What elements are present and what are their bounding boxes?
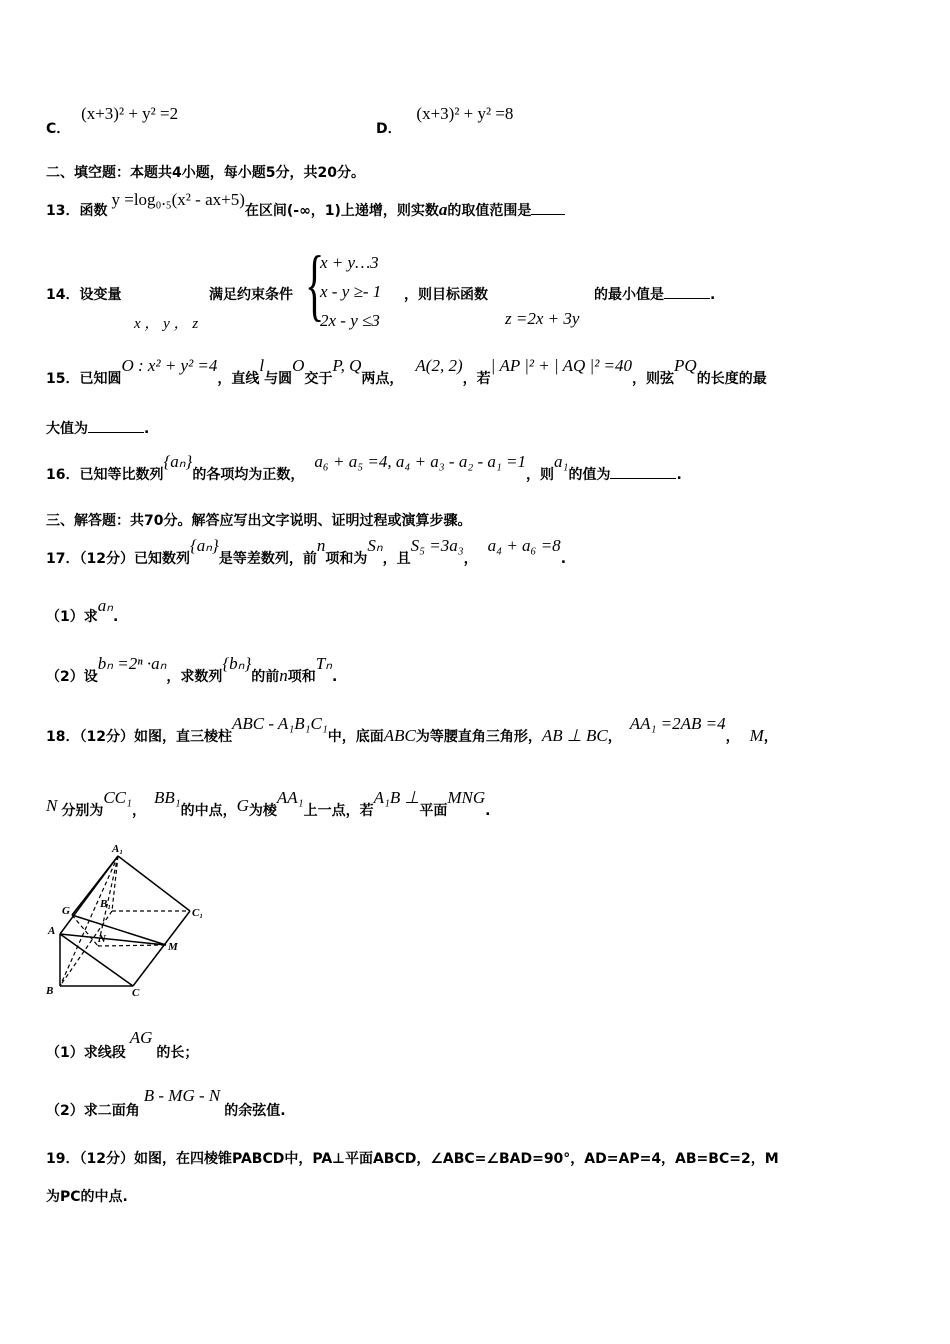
- label-c: C: [132, 987, 140, 999]
- q14-end: .: [710, 287, 716, 303]
- q15-condition: | AP |² + | AQ |² =40: [490, 356, 633, 375]
- q17-part-2-label: （2）设: [46, 669, 98, 685]
- q18-text-12: .: [485, 803, 491, 819]
- q17-part-1: [46, 596, 119, 625]
- q17-end: .: [560, 551, 567, 567]
- edge-a1-b1: [112, 856, 118, 911]
- q14-text-3: 的最小值是: [594, 287, 664, 303]
- q18-cc1: CC₁: [103, 788, 132, 807]
- q15-answer-blank[interactable]: [88, 418, 144, 433]
- q15-end: .: [144, 421, 150, 437]
- q18-text-7: ，: [131, 803, 146, 819]
- label-m: M: [168, 941, 178, 953]
- q13-text: 在区间(-∞，1)上递增，则实数: [244, 203, 439, 219]
- q13-answer-blank[interactable]: [531, 200, 565, 215]
- q18-part-2-end: 的余弦值.: [224, 1103, 286, 1119]
- q14-text: 满足约束条件: [209, 287, 293, 303]
- option-d-expr: (x+3)² + y² =8: [416, 104, 514, 123]
- q16-answer-blank[interactable]: [610, 464, 676, 479]
- label-n: N: [98, 933, 106, 945]
- q16-text-3: 的值为: [568, 467, 611, 483]
- q13-text-2: 的取值范围是: [447, 203, 532, 219]
- q13-variable: a: [438, 200, 448, 219]
- question-16: [46, 452, 682, 483]
- label-a: A: [48, 925, 56, 937]
- edge-a1-c1: [118, 856, 190, 911]
- q18-text-2: 为等腰直角三角形，: [415, 729, 542, 745]
- q18-prism-figure: [40, 838, 220, 1000]
- q15-text-1: ，直线: [217, 371, 260, 387]
- q18-aa1: AA₁: [276, 788, 304, 807]
- question-14: [46, 284, 121, 304]
- label-a1: A₁: [112, 843, 124, 855]
- q18-part-1-end: 的长；: [156, 1045, 199, 1061]
- q15-text-3: 交于: [304, 371, 333, 387]
- q14-system: [320, 248, 381, 335]
- q18-mng: MNG: [447, 788, 486, 807]
- q16-number: 16．已知等比数列: [46, 467, 164, 483]
- edge-b1-b: [60, 911, 112, 986]
- q16-text-1: 的各项均为正数，: [192, 467, 305, 483]
- q15-point-a: A(2, 2): [415, 356, 463, 375]
- q17-text-3: ，且: [382, 551, 411, 567]
- q18-length-eq: AA₁ =2AB =4: [629, 714, 726, 733]
- q18-part-1: [46, 1028, 199, 1061]
- q14-tail: [594, 284, 715, 304]
- q18-base: ABC: [383, 726, 416, 745]
- q14-text-2: ，则目标函数: [404, 287, 488, 303]
- q18-line-2: [46, 788, 491, 819]
- q18-g: G: [236, 796, 249, 815]
- edge-a1-b: [60, 856, 118, 986]
- q14-number: 14．设变量: [46, 287, 122, 303]
- q17-sequence: {aₙ}: [189, 536, 219, 555]
- q17-condition-1: S₅ =3a₃: [410, 536, 464, 555]
- q14-constraint-3: 2x - y ≤3: [320, 311, 380, 330]
- q18-text-5: ，: [763, 729, 778, 745]
- q17-part-2-t: Tₙ: [315, 654, 332, 673]
- option-d-label: D．: [376, 121, 402, 137]
- q18-text-3: ，: [607, 729, 622, 745]
- q13-number: 13．函数: [46, 203, 108, 219]
- q16-text-2: ，则: [526, 467, 555, 483]
- q15-circle: O : x² + y² =4: [121, 356, 218, 375]
- q18-part-2-angle: B - MG - N: [143, 1086, 221, 1105]
- q15-text-5: ，若: [462, 371, 491, 387]
- q17-separator: ，: [463, 551, 478, 567]
- edge-c1-c: [133, 911, 190, 986]
- q15-line-2: [46, 418, 149, 438]
- q17-text-1: 是等差数列，前: [218, 551, 317, 567]
- q17-sum: Sₙ: [367, 536, 383, 555]
- q15-text-6: ，则弦: [632, 371, 675, 387]
- q17-part-2-text-1: ，求数列: [166, 669, 223, 685]
- question-19-line-1: 19．（12分）如图，在四棱锥PABCD中，PA⊥平面ABCD，∠ABC=∠BAD=90°，AD=AP=4，AB=BC=2，M: [46, 1151, 779, 1167]
- q18-text-8: 的中点，: [180, 803, 237, 819]
- question-18: [46, 714, 778, 745]
- q18-text-6: 分别为: [61, 803, 104, 819]
- label-c1: C₁: [192, 907, 204, 919]
- q18-m: M: [749, 726, 764, 745]
- q15-chord: PQ: [674, 356, 697, 375]
- option-c-label: C．: [46, 121, 71, 137]
- q15-points: P, Q: [332, 356, 362, 375]
- question-19-line-2: 为PC的中点.: [46, 1189, 128, 1205]
- q16-a1: a₁: [554, 452, 569, 471]
- q15-text-7: 的长度的最: [696, 371, 767, 387]
- q17-part-1-expr: aₙ: [97, 596, 114, 615]
- q13-expression: y =log₀.₅(x² - ax+5): [111, 190, 245, 209]
- q18-part-1-label: （1）求线段: [46, 1045, 126, 1061]
- q17-part-2-n: n: [279, 666, 288, 685]
- section-2-heading: 二、填空题：本题共4小题，每小题5分，共20分。: [46, 165, 365, 181]
- question-15: [46, 356, 767, 387]
- q15-text-2: 与圆: [264, 371, 293, 387]
- q17-n: n: [316, 536, 326, 555]
- q16-sequence: {aₙ}: [163, 452, 193, 471]
- q17-part-1-label: （1）求: [46, 609, 98, 625]
- label-g: G: [62, 905, 70, 917]
- q18-bb1: BB₁: [153, 788, 181, 807]
- q18-perp: AB ⊥ BC: [541, 726, 608, 745]
- q18-text-1: 中，底面: [327, 729, 384, 745]
- question-17: [46, 536, 567, 567]
- q15-number: 15．已知圆: [46, 371, 122, 387]
- q14-answer-blank[interactable]: [664, 284, 710, 299]
- q17-part-1-end: .: [113, 609, 119, 625]
- q17-part-2-text-2: 的前: [251, 669, 280, 685]
- label-b1: B₁: [100, 898, 112, 910]
- q17-condition-2: a₄ + a₆ =8: [487, 536, 561, 555]
- option-c-expr: (x+3)² + y² =2: [81, 104, 179, 123]
- q18-text-11: 平面: [419, 803, 448, 819]
- question-13: [46, 190, 565, 219]
- q17-text-2: 项和为: [325, 551, 368, 567]
- label-b: B: [46, 985, 54, 997]
- q17-number: 17．（12分）已知数列: [46, 551, 190, 567]
- q12-option-c: [46, 104, 179, 137]
- q18-part-1-ag: AG: [129, 1028, 153, 1047]
- q17-part-2-seq: {bₙ}: [222, 654, 252, 673]
- section-3-heading: 三、解答题：共70分。解答应写出文字说明、证明过程或演算步骤。: [46, 513, 472, 529]
- q17-part-2-text-3: 项和: [287, 669, 316, 685]
- q14-brace: {: [305, 241, 325, 329]
- q18-a1b: A₁B ⊥: [373, 788, 420, 807]
- q17-part-2: [46, 654, 338, 685]
- q17-part-2-end: .: [331, 669, 338, 685]
- q16-condition: a₆ + a₅ =4, a₄ + a₃ - a₂ - a₁ =1: [314, 452, 527, 471]
- q16-end: .: [676, 467, 682, 483]
- q18-part-2-label: （2）求二面角: [46, 1103, 140, 1119]
- q18-text-9: 为棱: [248, 803, 277, 819]
- q14-vars: x ， y ， z: [134, 316, 199, 332]
- q15-text-4: 两点，: [361, 371, 404, 387]
- q18-prism: ABC - A₁B₁C₁: [231, 714, 328, 733]
- q18-n: N: [46, 796, 58, 815]
- q18-part-2: [46, 1086, 286, 1119]
- q18-number: 18．（12分）如图，直三棱柱: [46, 729, 232, 745]
- q14-constraint-1: x + y…3: [320, 253, 379, 272]
- q18-text-10: 上一点，若: [303, 803, 374, 819]
- q14-constraint-2: x - y ≥- 1: [320, 282, 382, 301]
- q18-text-4: ，: [725, 729, 740, 745]
- q14-objective: z =2x + 3y: [505, 309, 580, 328]
- q15-circle-o: O: [292, 356, 305, 375]
- q17-part-2-def: bₙ =2ⁿ ·aₙ: [97, 654, 167, 673]
- segment-n-m: [98, 945, 166, 946]
- q12-option-d: [376, 104, 514, 137]
- q15-line-2-text: 大值为: [46, 421, 88, 437]
- q15-line-l: l: [259, 356, 265, 375]
